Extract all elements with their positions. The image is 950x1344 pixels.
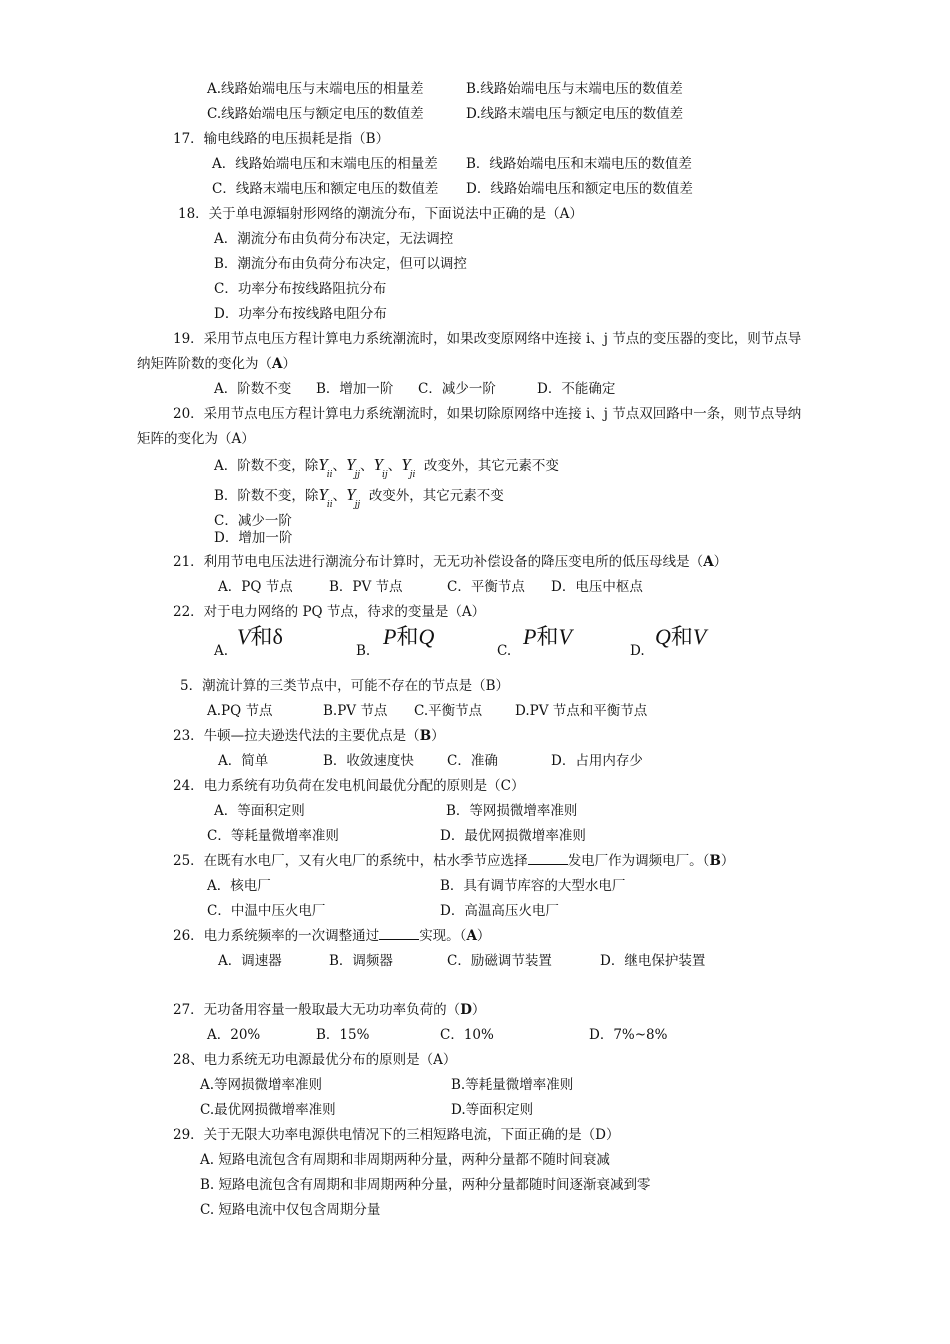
- q24-option-d: D．最优网损微增率准则: [440, 828, 586, 844]
- symbol-y: Y: [345, 455, 356, 474]
- q18-option-b: B．潮流分布由负荷分布决定，但可以调控: [214, 256, 467, 272]
- he-char: 和: [396, 624, 419, 649]
- q22-option-b-label: B.: [356, 643, 371, 659]
- question-25: [173, 852, 734, 870]
- q21-answer: A: [703, 554, 714, 570]
- q22-option-c-label: C.: [497, 643, 512, 659]
- option-a: A.线路始端电压与末端电压的相量差: [207, 81, 424, 97]
- q27-option-a: A．20%: [207, 1027, 261, 1043]
- q5-option-b: B.PV 节点: [323, 703, 388, 719]
- option-b: B.线路始端电压与末端电压的数值差: [466, 81, 683, 97]
- question-19-line2: [137, 355, 296, 373]
- question-28: 28、电力系统无功电源最优分布的原则是（A）: [173, 1052, 457, 1068]
- q18-option-a: A．潮流分布由负荷分布决定，无法调控: [214, 231, 454, 247]
- q26-option-c: C．励磁调节装置: [447, 953, 552, 969]
- he-char: 和: [250, 624, 273, 649]
- q19-answer: A: [272, 356, 283, 372]
- q25-close: ）: [720, 853, 735, 869]
- q28-option-a: A.等网损微增率准则: [200, 1077, 323, 1093]
- subscript-jj: jj: [354, 470, 361, 480]
- symbol-y: Y: [318, 455, 328, 474]
- q25-option-b: B．具有调节库容的大型水电厂: [440, 878, 626, 894]
- q21-option-c: C．平衡节点: [447, 579, 525, 595]
- q19-option-c: C．减少一阶: [418, 381, 496, 397]
- q25-option-d: D．高温高压火电厂: [440, 903, 559, 919]
- fill-blank: [379, 927, 419, 940]
- q23-option-b: B．收敛速度快: [323, 753, 414, 769]
- var-v: V: [558, 624, 572, 649]
- symbol-y: Y: [318, 485, 328, 504]
- q26-option-a: A．调速器: [218, 953, 282, 969]
- q22-option-c-formula: [523, 624, 572, 649]
- q24-option-b: B．等网损微增率准则: [446, 803, 578, 819]
- q5-option-d: D.PV 节点和平衡节点: [515, 703, 648, 719]
- symbol-y: Y: [401, 455, 411, 474]
- he-char: 和: [536, 624, 559, 649]
- symbol-y: Y: [346, 485, 356, 504]
- var-q: Q: [655, 624, 671, 649]
- subscript-ii: ii: [326, 470, 333, 480]
- q27-answer: D: [460, 1002, 472, 1018]
- separator: 、: [332, 488, 347, 504]
- separator: 、: [387, 458, 402, 474]
- q19-text: 纳矩阵阶数的变化为（: [137, 356, 272, 372]
- q22-option-a-label: A.: [214, 643, 229, 659]
- q21-option-d: D．电压中枢点: [551, 579, 643, 595]
- q27-text: 27．无功备用容量一般取最大无功功率负荷的（: [173, 1002, 461, 1018]
- q22-option-b-formula: [383, 624, 435, 649]
- option-c: C.线路始端电压与额定电压的数值差: [207, 106, 424, 122]
- q24-option-c: C．等耗量微增率准则: [207, 828, 339, 844]
- separator: 、: [332, 458, 346, 474]
- question-22: 22．对于电力网络的 PQ 节点，待求的变量是（A）: [173, 604, 486, 620]
- q29-option-b: B. 短路电流包含有周期和非周期两种分量，两种分量都随时间逐渐衰减到零: [200, 1177, 651, 1193]
- q20-option-c: C．减少一阶: [214, 513, 292, 529]
- var-p: P: [523, 624, 537, 649]
- q23-option-a: A．简单: [218, 753, 269, 769]
- subscript-ji: ji: [409, 470, 416, 480]
- question-5: 5．潮流计算的三类节点中，可能不存在的节点是（B）: [180, 678, 510, 694]
- q26-close: ）: [476, 928, 491, 944]
- q25-text-after: 发电厂作为调频电厂。（: [567, 853, 710, 869]
- q27-option-b: B．15%: [316, 1027, 370, 1043]
- question-23: [173, 727, 445, 745]
- q21-option-b: B．PV 节点: [329, 579, 403, 595]
- q22-option-d-label: D.: [630, 643, 645, 659]
- q17-option-b: B．线路始端电压和末端电压的数值差: [466, 156, 692, 172]
- question-17: 17．输电线路的电压损耗是指（B）: [173, 131, 390, 147]
- q29-option-a: A. 短路电流包含有周期和非周期两种分量，两种分量都不随时间衰减: [200, 1152, 610, 1168]
- var-v: V: [237, 624, 251, 649]
- q28-option-c: C.最优网损微增率准则: [200, 1102, 336, 1118]
- q17-option-a: A．线路始端电压和末端电压的相量差: [212, 156, 438, 172]
- q20-option-a: [214, 455, 559, 480]
- fill-blank: [528, 852, 568, 865]
- q25-text: 25．在既有水电厂，又有火电厂的系统中，枯水季节应选择: [173, 853, 528, 869]
- q21-option-a: A．PQ 节点: [218, 579, 293, 595]
- q23-close: ）: [431, 728, 445, 744]
- q5-option-c: C.平衡节点: [414, 703, 483, 719]
- question-18: 18．关于单电源辐射形网络的潮流分布，下面说法中正确的是（A）: [178, 206, 583, 222]
- q19-option-d: D．不能确定: [537, 381, 616, 397]
- q20-option-d: D．增加一阶: [214, 530, 293, 546]
- question-27: [173, 1001, 485, 1019]
- q5-option-a: A.PQ 节点: [207, 703, 273, 719]
- q20-option-b: [214, 485, 504, 510]
- question-19-line1: 19．采用节点电压方程计算电力系统潮流时，如果改变原网络中连接 i、j 节点的变压器的变比，则节点导: [173, 331, 802, 347]
- subscript-jj: jj: [354, 500, 361, 510]
- q27-option-d: D．7%~8%: [589, 1027, 668, 1043]
- q25-option-a: A．核电厂: [207, 878, 271, 894]
- q25-answer: B: [709, 853, 721, 869]
- subscript-ii: ii: [326, 500, 333, 510]
- symbol-y: Y: [373, 455, 384, 474]
- q20a-suffix: 改变外，其它元素不变: [423, 458, 559, 474]
- q17-option-d: D．线路始端电压和额定电压的数值差: [466, 181, 693, 197]
- he-char: 和: [670, 624, 693, 649]
- q27-close: ）: [471, 1002, 486, 1018]
- q18-option-d: D．功率分布按线路电阻分布: [214, 306, 387, 322]
- q19-option-b: B．增加一阶: [316, 381, 394, 397]
- q25-option-c: C．中温中压火电厂: [207, 903, 326, 919]
- q19-option-a: A．阶数不变: [214, 381, 292, 397]
- var-v: V: [692, 624, 707, 649]
- q22-option-a-formula: [237, 624, 283, 649]
- option-d: D.线路末端电压与额定电压的数值差: [466, 106, 684, 122]
- question-24: 24．电力系统有功负荷在发电机间最优分配的原则是（C）: [173, 778, 525, 794]
- q23-text: 23．牛顿—拉夫逊迭代法的主要优点是（: [173, 728, 420, 744]
- q23-option-d: D．占用内存少: [551, 753, 643, 769]
- q22-option-d-formula: [655, 624, 707, 649]
- var-p: P: [383, 624, 397, 649]
- q20a-prefix: A．阶数不变，除: [214, 458, 319, 474]
- q26-text: 26．电力系统频率的一次调整通过: [173, 928, 380, 944]
- question-29: 29．关于无限大功率电源供电情况下的三相短路电流，下面正确的是（D）: [173, 1127, 620, 1143]
- q19-close: ）: [282, 356, 296, 372]
- var-q: Q: [418, 624, 435, 649]
- q23-option-c: C．准确: [447, 753, 498, 769]
- q26-text-after: 实现。（: [419, 928, 467, 944]
- question-20-line1: 20．采用节点电压方程计算电力系统潮流时，如果切除原网络中连接 i、j 节点双回路中一条，则节点导纳: [173, 406, 802, 422]
- subscript-ij: ij: [382, 470, 388, 480]
- q17-option-c: C．线路末端电压和额定电压的数值差: [212, 181, 439, 197]
- q28-option-b: B.等耗量微增率准则: [451, 1077, 574, 1093]
- q18-option-c: C．功率分布按线路阻抗分布: [214, 281, 387, 297]
- question-26: [173, 927, 490, 945]
- q20b-suffix: 改变外，其它元素不变: [368, 488, 504, 504]
- q24-option-a: A．等面积定则: [214, 803, 305, 819]
- q26-option-b: B．调频器: [329, 953, 393, 969]
- q21-close: ）: [713, 554, 728, 570]
- q23-answer: B: [419, 728, 432, 744]
- var-delta: δ: [272, 624, 283, 649]
- separator: 、: [360, 458, 374, 474]
- question-20-line2: 矩阵的变化为（A）: [137, 431, 255, 447]
- q26-answer: A: [466, 928, 477, 944]
- q29-option-c: C. 短路电流中仅包含周期分量: [200, 1202, 381, 1218]
- q26-option-d: D．继电保护装置: [600, 953, 706, 969]
- q21-text: 21．利用节电电压法进行潮流分布计算时，无无功补偿设备的降压变电所的低压母线是（: [173, 554, 704, 570]
- q28-option-d: D.等面积定则: [451, 1102, 534, 1118]
- question-21: [173, 553, 727, 571]
- q20b-prefix: B．阶数不变，除: [214, 488, 319, 504]
- q27-option-c: C．10%: [440, 1027, 494, 1043]
